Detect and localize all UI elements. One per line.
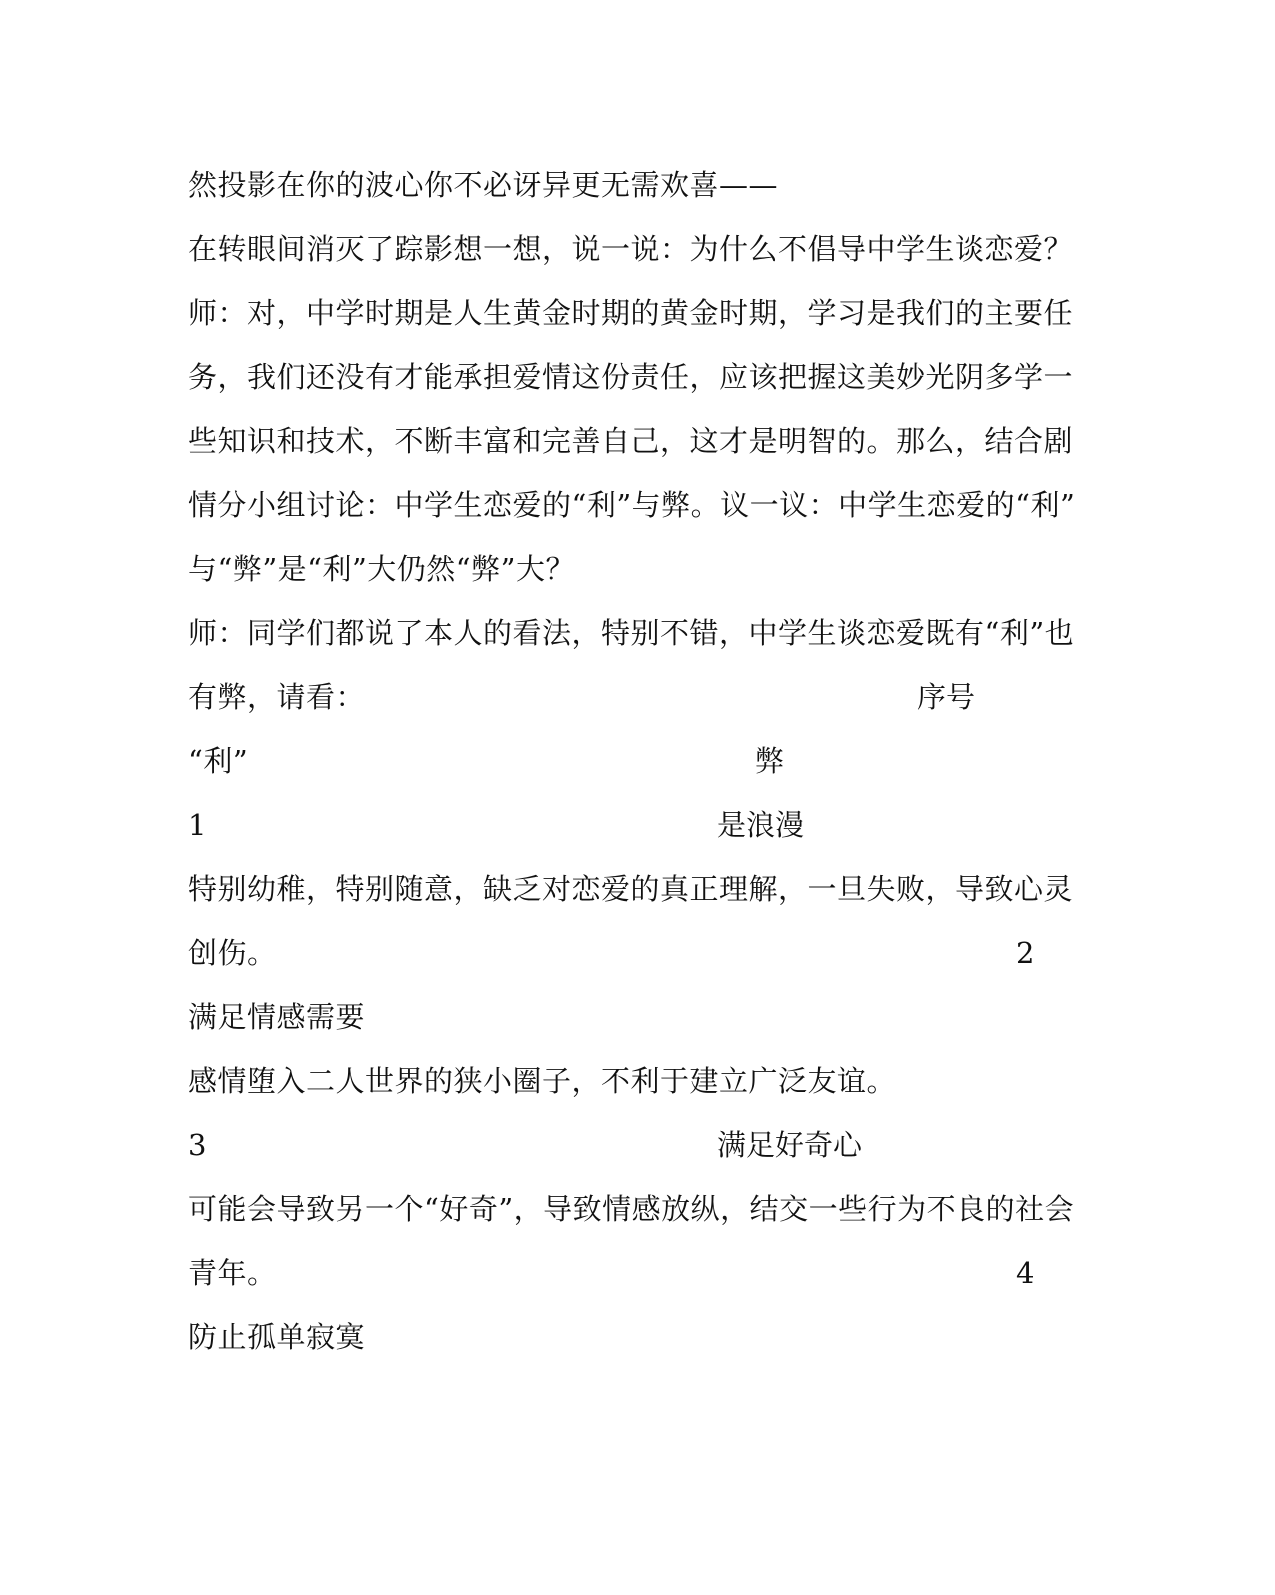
table-header-bi: 弊 — [755, 744, 785, 778]
text-line-6: 情分小组讨论：中学生恋爱的“利”与弊。议一议：中学生恋爱的“利” — [188, 488, 1076, 522]
table-row-3-li: 满足好奇心 — [717, 1128, 863, 1162]
table-header-li: “利” — [188, 744, 249, 778]
text-line-1: 然投影在你的波心你不必讶异更无需欢喜—— — [188, 168, 779, 202]
table-header-seq: 序号 — [917, 680, 976, 714]
text-line-4: 务，我们还没有才能承担爱情这份责任，应该把握这美妙光阴多学一 — [188, 360, 1074, 394]
text-line-8: 师：同学们都说了本人的看法，特别不错，中学生谈恋爱既有“利”也 — [188, 616, 1075, 650]
text-line-5: 些知识和技术，不断丰富和完善自己，这才是明智的。那么，结合剧 — [188, 424, 1074, 458]
table-row-1-li: 是浪漫 — [717, 808, 805, 842]
table-row-4-num: 4 — [1016, 1256, 1035, 1290]
text-line-15: 感情堕入二人世界的狭小圈子，不利于建立广泛友谊。 — [188, 1064, 897, 1098]
table-row-3-num: 3 — [188, 1128, 207, 1162]
table-row-1-num: 1 — [188, 808, 207, 842]
text-line-7: 与“弊”是“利”大仍然“弊”大？ — [188, 552, 575, 586]
text-line-3: 师：对，中学时期是人生黄金时期的黄金时期，学习是我们的主要任 — [188, 296, 1074, 330]
text-line-13: 创伤。 — [188, 936, 277, 970]
text-line-12: 特别幼稚，特别随意，缺乏对恋爱的真正理解，一旦失败，导致心灵 — [188, 872, 1074, 906]
text-line-9: 有弊，请看： — [188, 680, 366, 714]
text-line-18: 青年。 — [188, 1256, 277, 1290]
text-line-14: 满足情感需要 — [188, 1000, 366, 1034]
text-line-19: 防止孤单寂寞 — [188, 1320, 366, 1354]
table-row-2-num: 2 — [1016, 936, 1035, 970]
text-line-17: 可能会导致另一个“好奇”，导致情感放纵，结交一些行为不良的社会 — [188, 1192, 1075, 1226]
text-line-2: 在转眼间消灭了踪影想一想，说一说：为什么不倡导中学生谈恋爱？ — [188, 232, 1074, 266]
